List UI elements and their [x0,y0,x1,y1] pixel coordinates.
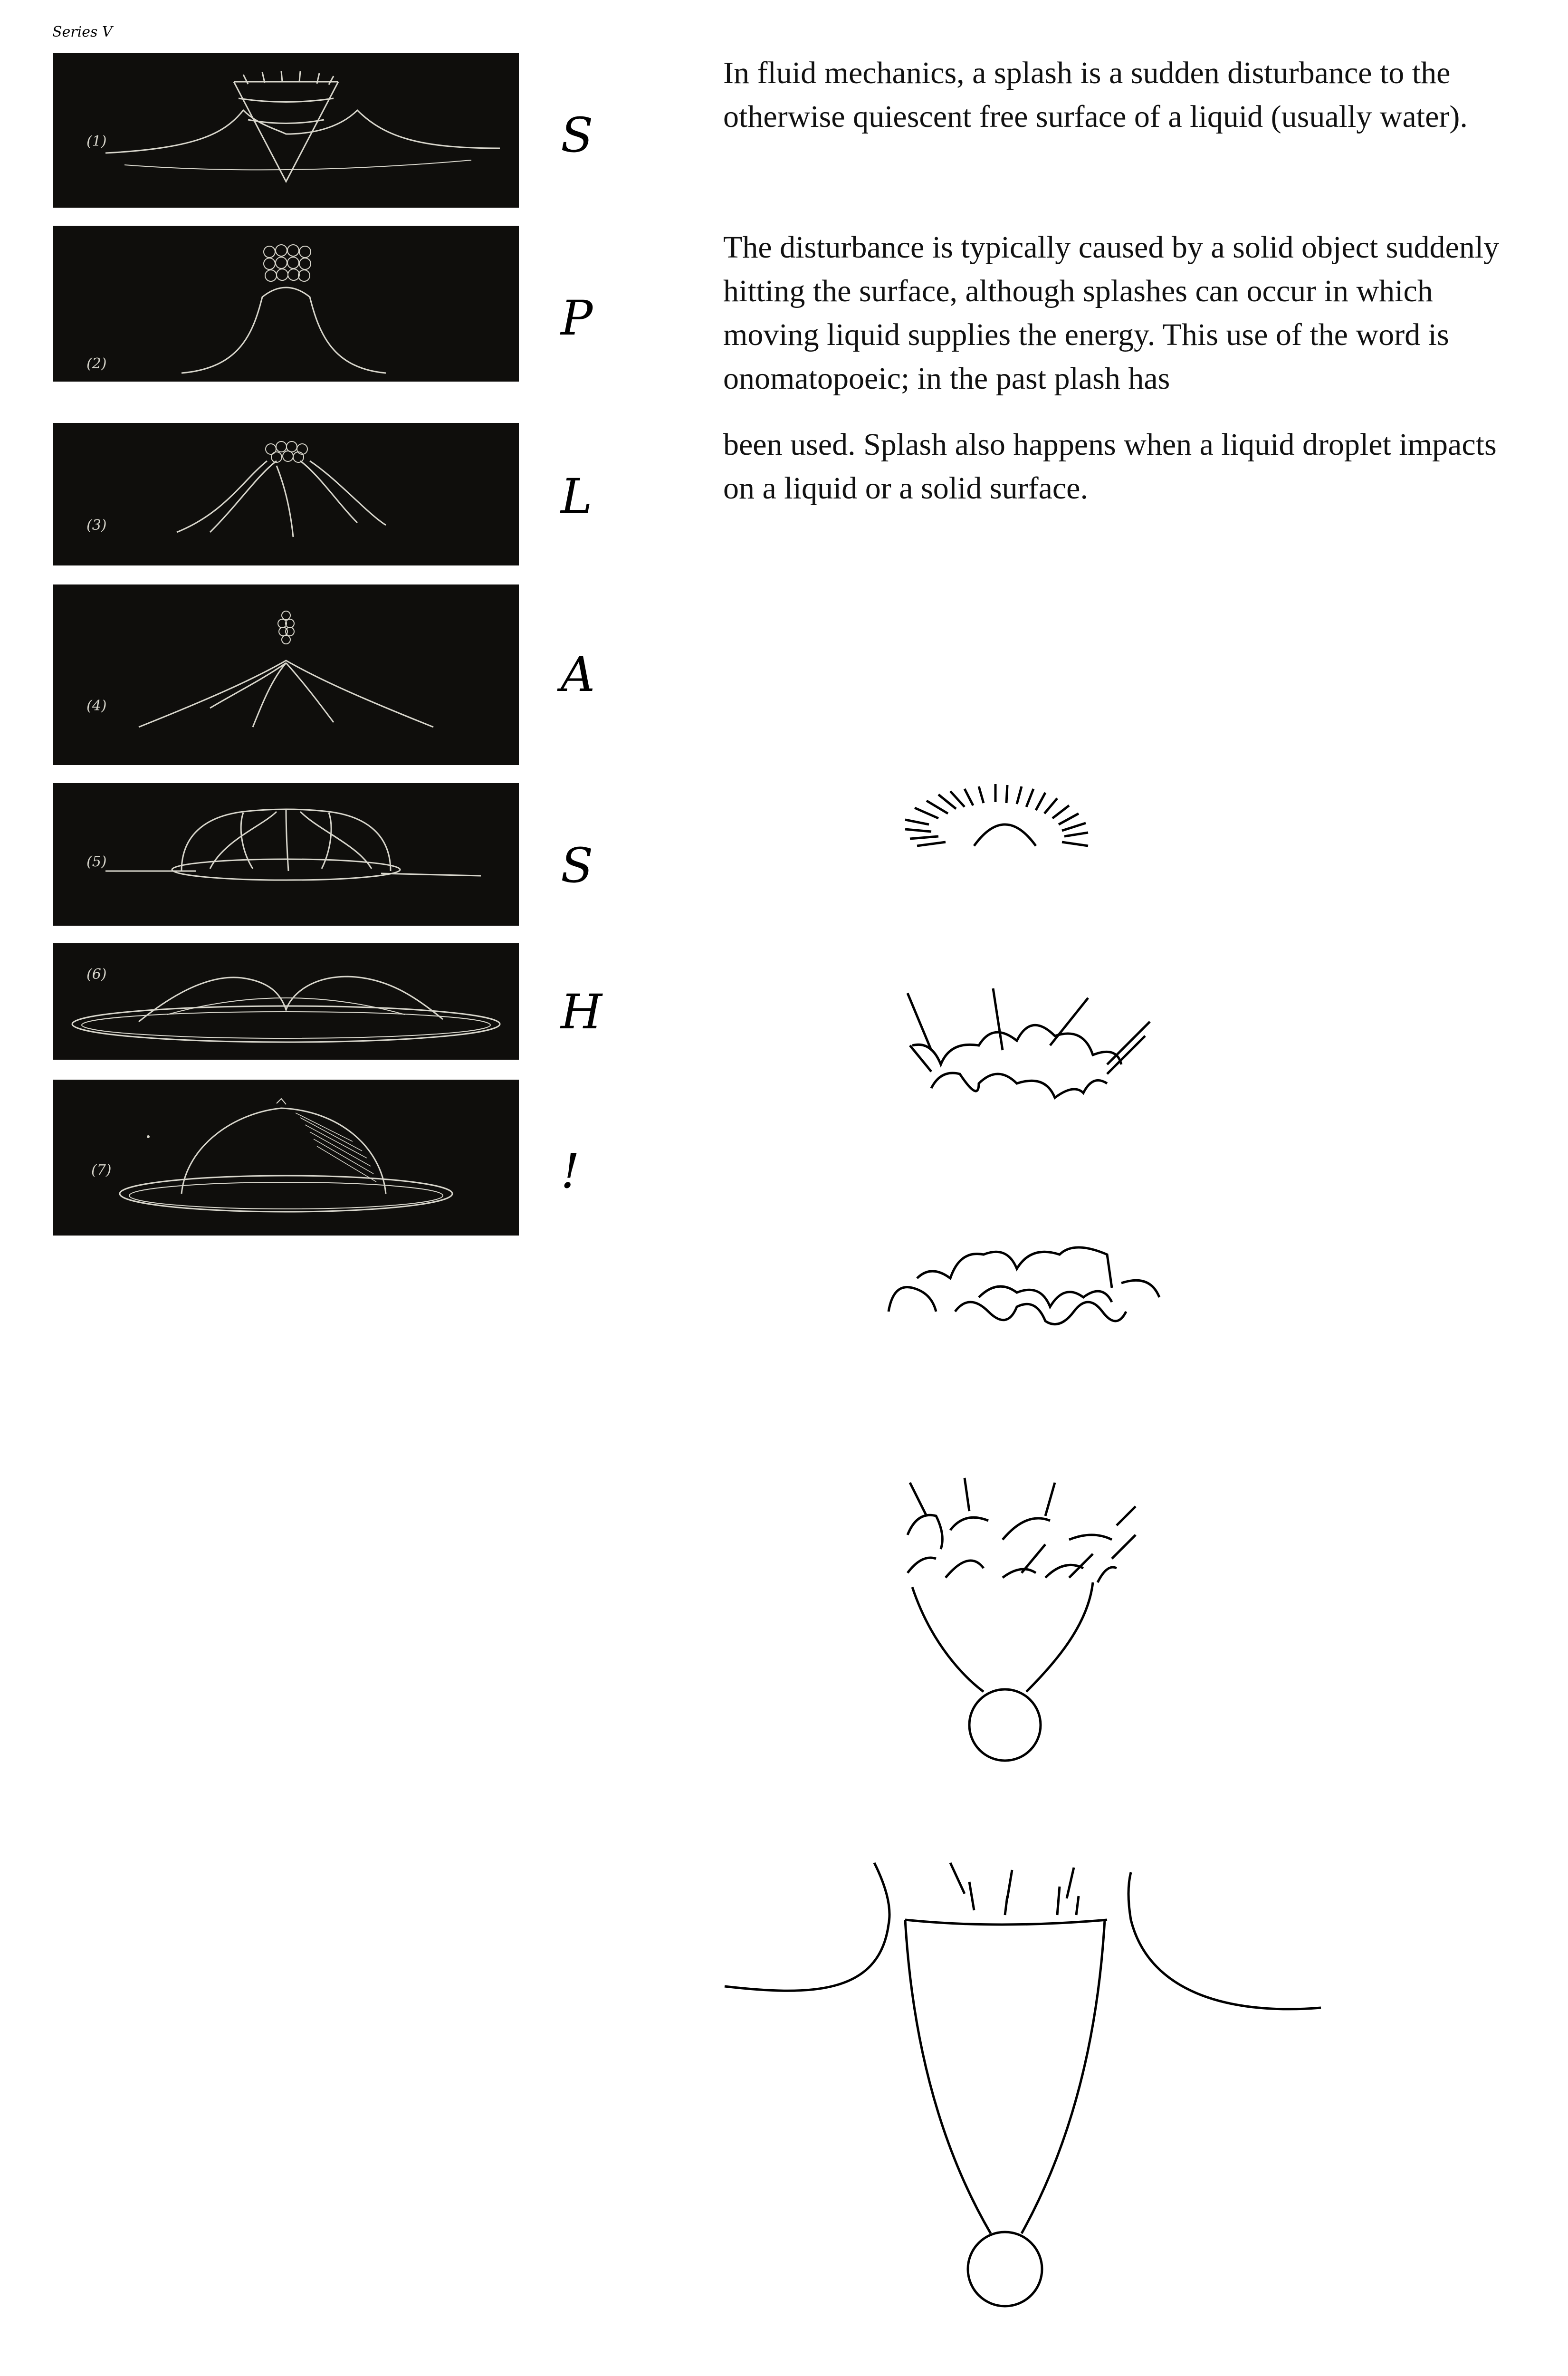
paragraph-droplet: been used. Splash also happens when a liquid droplet impacts on a liquid or a solid surface. [723,427,1497,506]
letter-s-2: S [561,838,593,893]
letter-a: A [561,647,595,702]
paragraph-disturbance: The disturbance is typically caused by a solid object suddenly hitting the surface, although splashes can occur in which moving liquid supplies the energy. This use of the word is onomatopoeic; in the past plash has [723,230,1500,396]
plate-number: (7) [91,1162,112,1178]
plate-number: (1) [86,133,107,150]
plate-number: (2) [86,355,107,372]
letter-exclamation: ! [561,1143,580,1199]
plate-number: (3) [86,517,107,534]
series-label: Series V [52,24,113,40]
crown-splash-sketch [908,988,1150,1098]
wave-crest-sketch [889,1247,1159,1324]
cavity-with-ball-sketch [725,1863,1321,2306]
plate-number: (5) [86,853,107,870]
letter-h: H [561,984,602,1040]
letter-p: P [561,290,593,346]
sunburst-splash-sketch [905,784,1088,846]
splash-with-ball-sketch [908,1478,1136,1761]
letter-l: L [561,469,593,524]
plate-number: (6) [86,966,107,983]
letter-s: S [561,107,593,163]
plate-number: (4) [86,698,107,714]
paragraph-intro: In fluid mechanics, a splash is a sudden disturbance to the otherwise quiescent free surface of a liquid (usually water). [723,56,1468,134]
